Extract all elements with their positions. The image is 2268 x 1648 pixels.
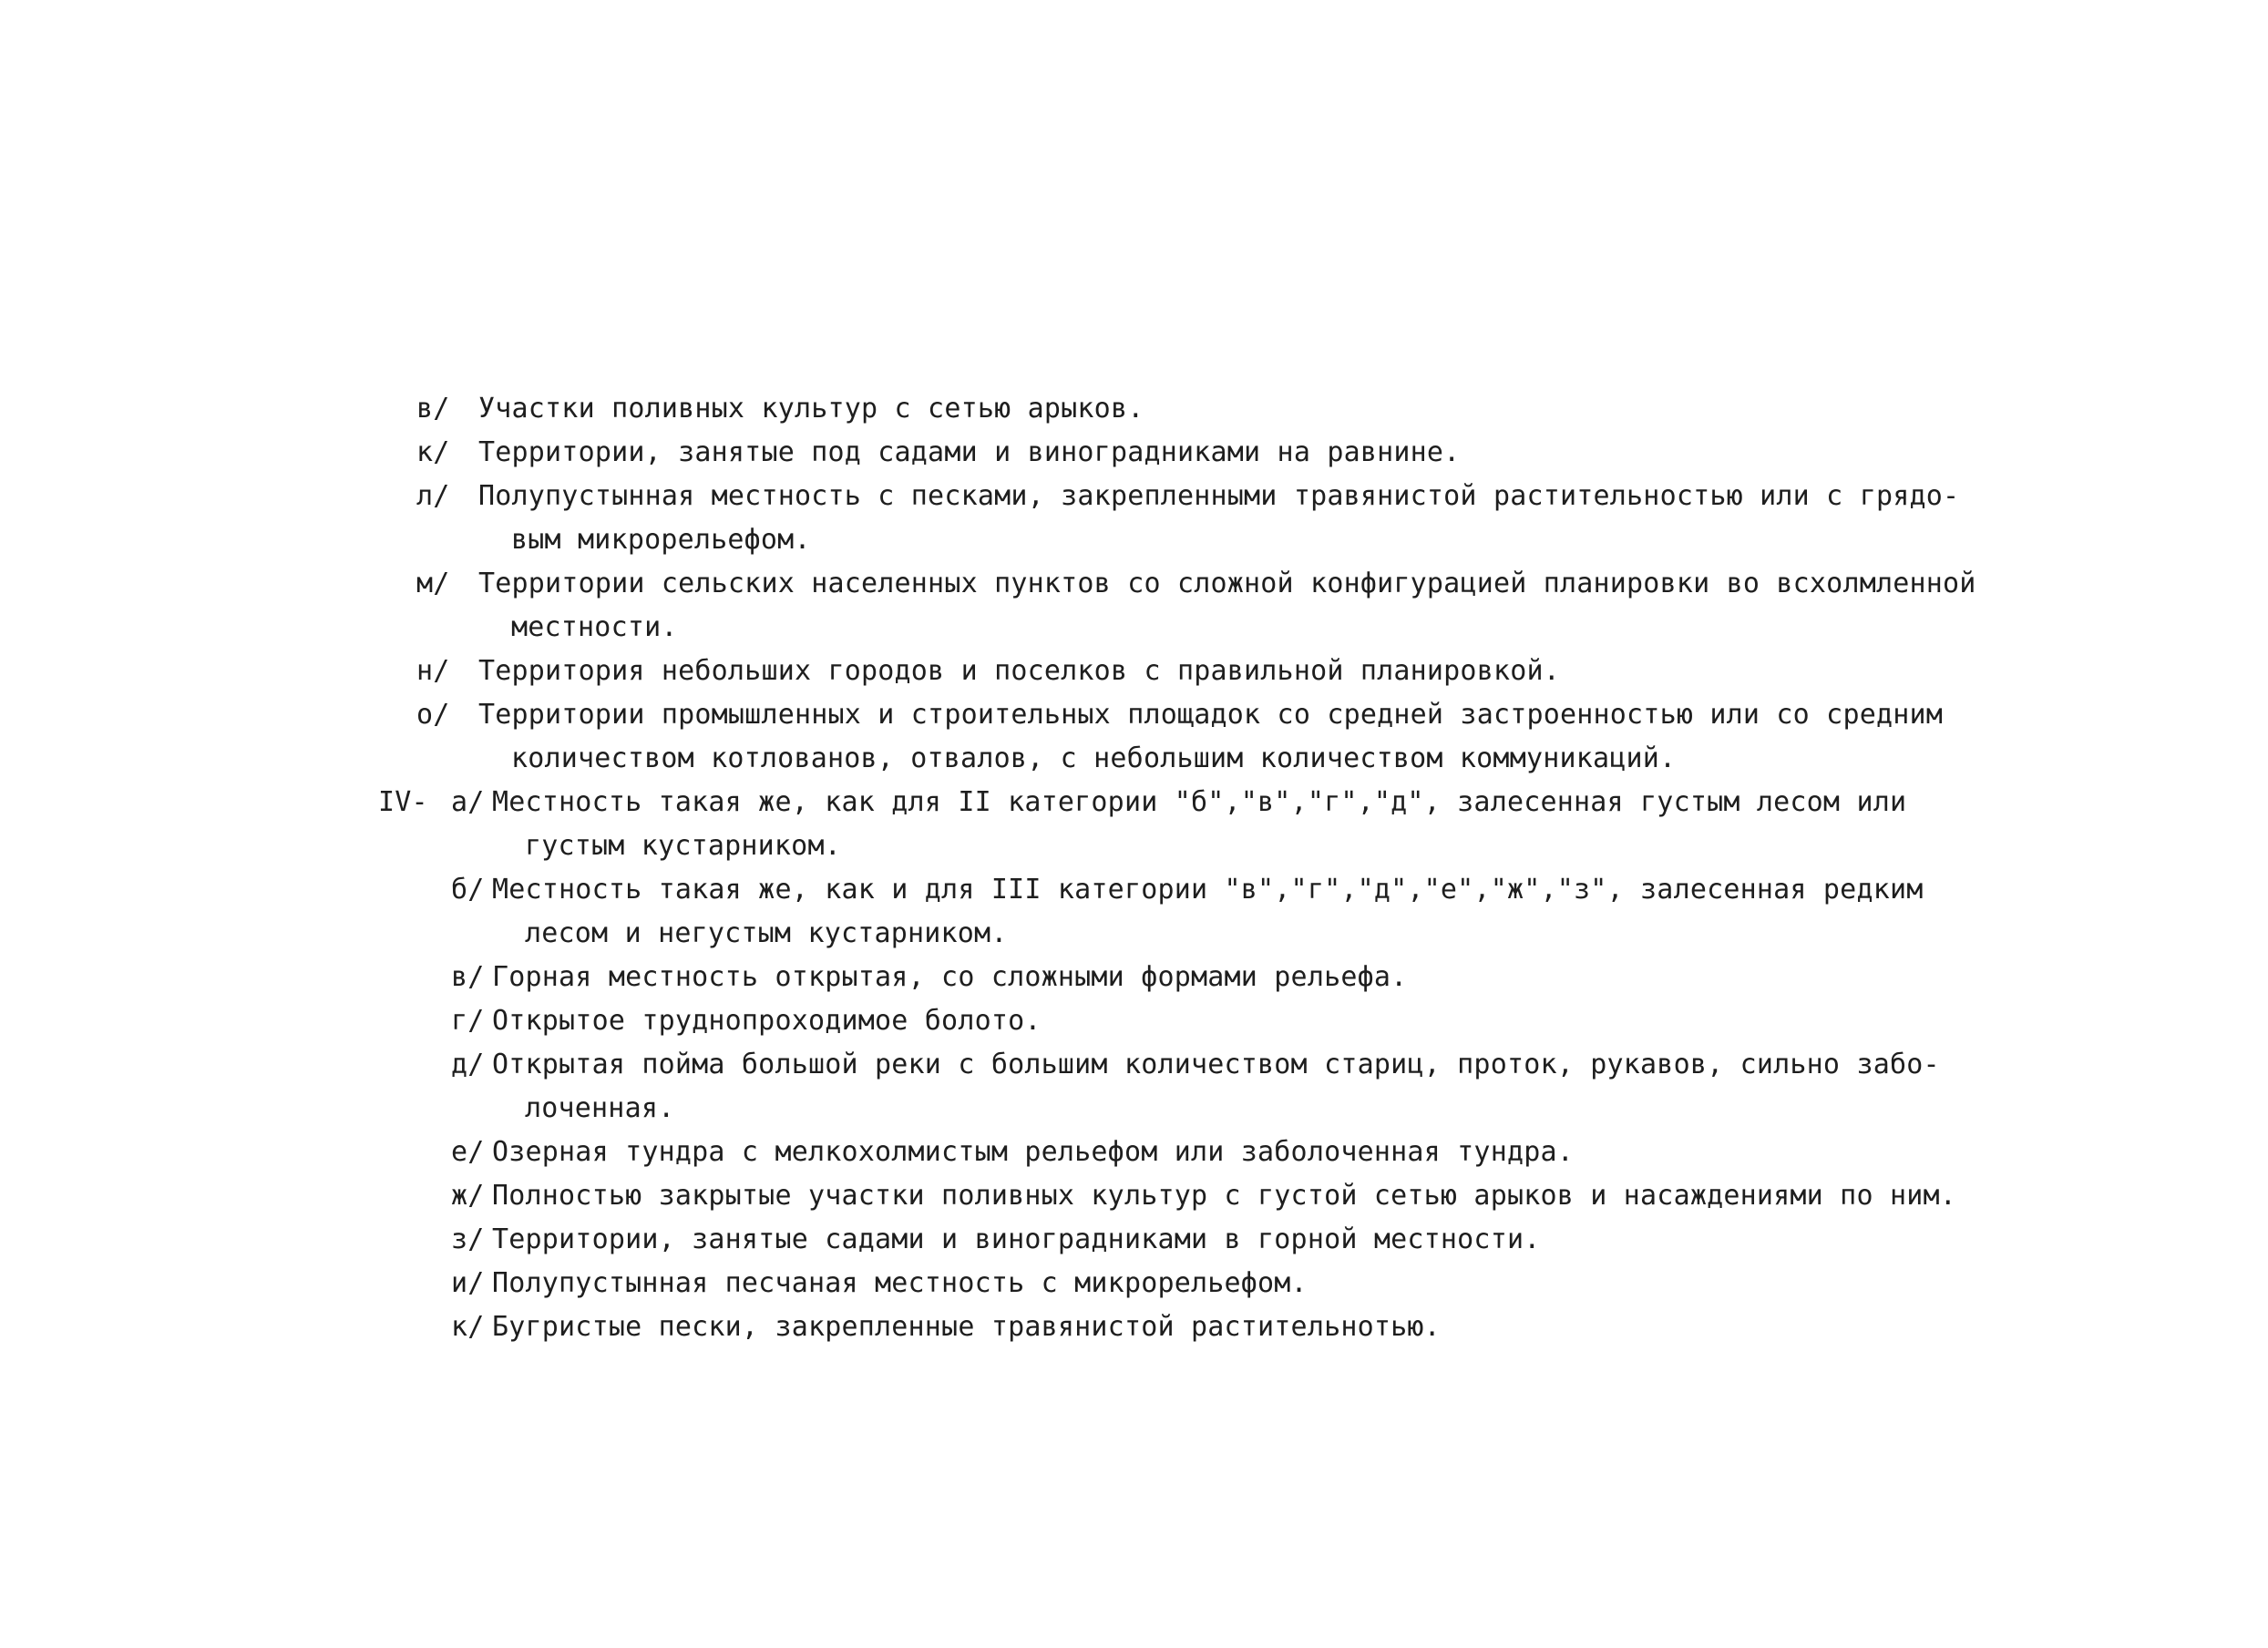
item-text-continuation: вым микрорельефом. [511,524,811,556]
list-item [378,693,2109,781]
item-text: Местность такая же, как и для III категории "в","г","д","е","ж","з", залесенная редким [492,874,1924,906]
item-label: ж/ [451,1180,485,1212]
item-label: м/ [416,568,450,599]
item-text: Открытое труднопроходимое болото. [492,1005,1042,1037]
item-text-continuation: количеством котлованов, отвалов, с небольшим количеством коммуникаций. [511,742,1677,774]
list-item [378,1262,2109,1305]
item-label: о/ [416,699,450,731]
item-text: Территория небольших городов и поселков с правильной планировкой. [478,655,1560,687]
item-label: к/ [451,1311,485,1343]
item-label: а/ [451,786,485,818]
item-text-continuation: местности. [511,611,678,643]
item-label: з/ [451,1223,485,1255]
item-text-continuation: лесом и негустым кустарником. [525,917,1008,949]
list-item [378,1218,2109,1262]
item-label: б/ [451,874,485,906]
item-label: л/ [416,480,450,512]
item-text: Территории промышленных и строительных площадок со средней застроенностью или со средним [478,699,1944,731]
list-item [378,1174,2109,1218]
terrain-category-list [378,387,2109,1349]
item-text-continuation: лоченная. [525,1092,675,1124]
item-text: Полупустынная песчаная местность с микрорельефом. [492,1267,1308,1299]
list-item [378,1043,2109,1131]
item-text: Озерная тундра с мелкохолмистым рельефом или заболоченная тундра. [492,1136,1574,1168]
item-label: н/ [416,655,450,687]
list-item [378,431,2109,475]
list-item [378,1305,2109,1349]
list-item [378,387,2109,431]
item-text: Бугристые пески, закрепленные травянистой растительнотью. [492,1311,1441,1343]
item-label: к/ [416,436,450,468]
list-item [378,1131,2109,1174]
list-item [378,562,2109,650]
list-item [378,956,2109,999]
item-text: Открытая пойма большой реки с большим количеством стариц, проток, рукавов, сильно забо- [492,1049,1940,1080]
item-label: г/ [451,1005,485,1037]
item-text: Местность такая же, как для II категории "б","в","г","д", залесенная густым лесом или [492,786,1907,818]
item-label: д/ [451,1049,485,1080]
item-label: в/ [416,393,450,425]
item-text: Территории, занятые под садами и виноградниками на равнине. [478,436,1461,468]
list-item [378,999,2109,1043]
item-label: и/ [451,1267,485,1299]
item-text: Территории, занятые садами и виноградниками в горной местности. [492,1223,1541,1255]
list-item [378,475,2109,562]
item-label: в/ [451,961,485,993]
list-item [378,868,2109,956]
item-text: Полупустынная местность с песками, закрепленными травянистой растительностью или с грядо- [478,480,1960,512]
item-label: е/ [451,1136,485,1168]
item-text-continuation: густым кустарником. [525,830,841,862]
list-item [378,781,2109,868]
item-text: Участки поливных культур с сетью арыков. [478,393,1144,425]
list-item [378,650,2109,693]
item-text: Полностью закрытые участки поливных культур с густой сетью арыков и насаждениями по ним. [492,1180,1957,1212]
item-text: Территории сельских населенных пунктов со сложной конфигурацией планировки во всхолмленной [478,568,1976,599]
category-label: IV- [378,786,428,818]
item-text: Горная местность открытая, со сложными формами рельефа. [492,961,1408,993]
